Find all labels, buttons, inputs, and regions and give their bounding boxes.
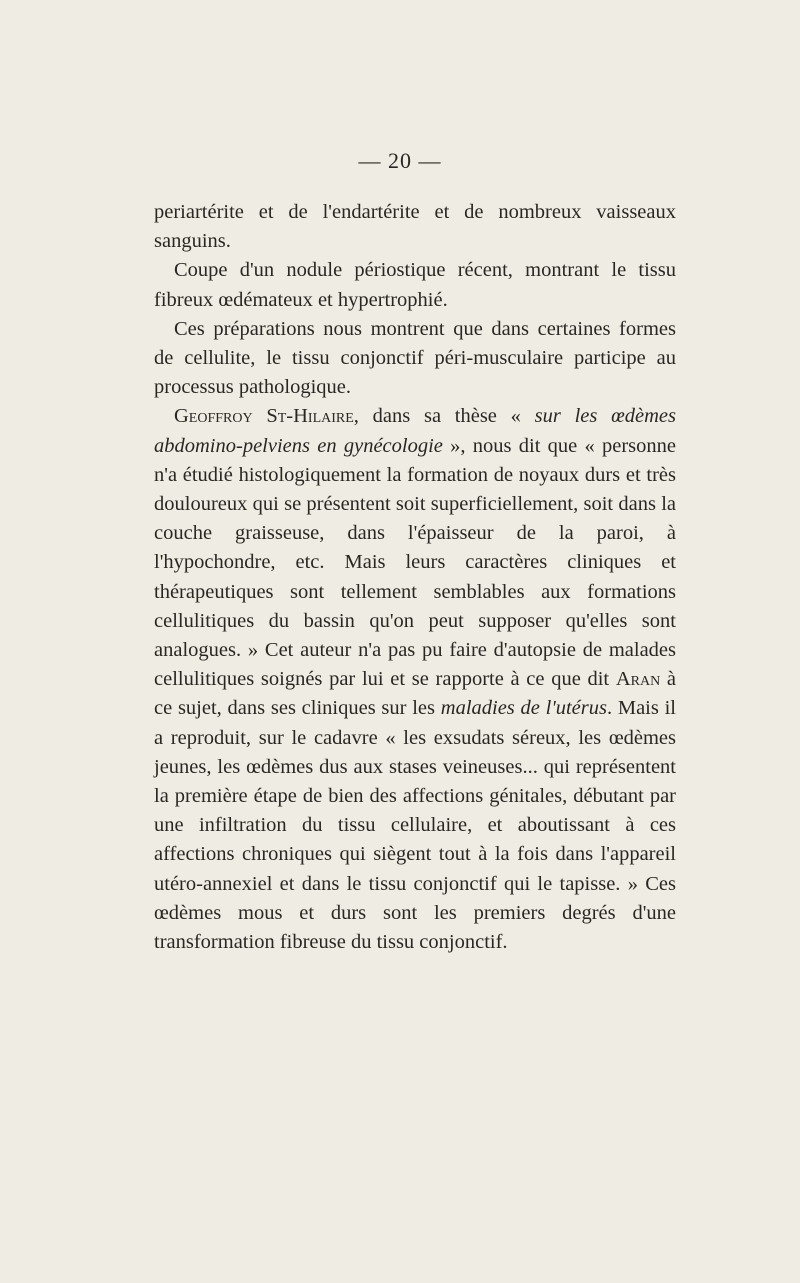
thesis-title: sur les œdèmes abdomino-pelviens en gynécologie xyxy=(154,405,676,457)
text-segment: , dans sa thèse « xyxy=(353,405,535,428)
paragraph-nodule-section: Coupe d'un nodule périostique récent, montrant le tissu fibreux œdémateux et hypertrophié. xyxy=(154,259,676,311)
paragraph-preparations: Ces préparations nous montrent que dans certaines formes de cellulite, le tissu conjonctif péri-musculaire participe au processus pathologique. xyxy=(154,317,676,399)
book-title: maladies de l'utérus xyxy=(440,697,607,720)
author-name: Geoffroy St-Hilaire xyxy=(174,405,354,428)
paragraph-continuation: periartérite et de l'endartérite et de nombreux vaisseaux sanguins. xyxy=(154,201,676,253)
body-text xyxy=(154,198,676,957)
paragraph-saint-hilaire xyxy=(154,402,676,957)
page-number: — 20 — xyxy=(358,148,442,173)
text-segment: à ce sujet, dans ses cliniques sur les xyxy=(154,668,676,720)
text-segment: . Mais il a reproduit, sur le cadavre « les exsudats séreux, les œdèmes jeunes, les œdèmes dus aux stases veineuses... qui représentent la première étape de bien des affections génitales, débutant par une infiltration du tissu cellulaire, et aboutissant à ces affections chroniques qui siègent tout à la fois dans l'appareil utéro-annexiel et dans le tissu conjonctif qui le tapisse. » Ces œdèmes mous et durs sont les premiers degrés d'une transformation fibreuse du tissu conjonctif. xyxy=(154,697,676,954)
cited-author: Aran xyxy=(615,668,661,691)
text-segment: », nous dit que « personne n'a étudié histologiquement la formation de noyaux durs et très douloureux qui se présentent soit superficiellement, soit dans la couche graisseuse, dans l'épaisseur de la paroi, à l'hypochondre, etc. Mais leurs caractères cliniques et thérapeutiques sont tellement semblables aux formations cellulitiques du bassin qu'on peut supposer qu'elles sont analogues. » Cet auteur n'a pas pu faire d'autopsie de malades cellulitiques soignés par lui et se rapporte à ce que dit xyxy=(154,434,676,691)
